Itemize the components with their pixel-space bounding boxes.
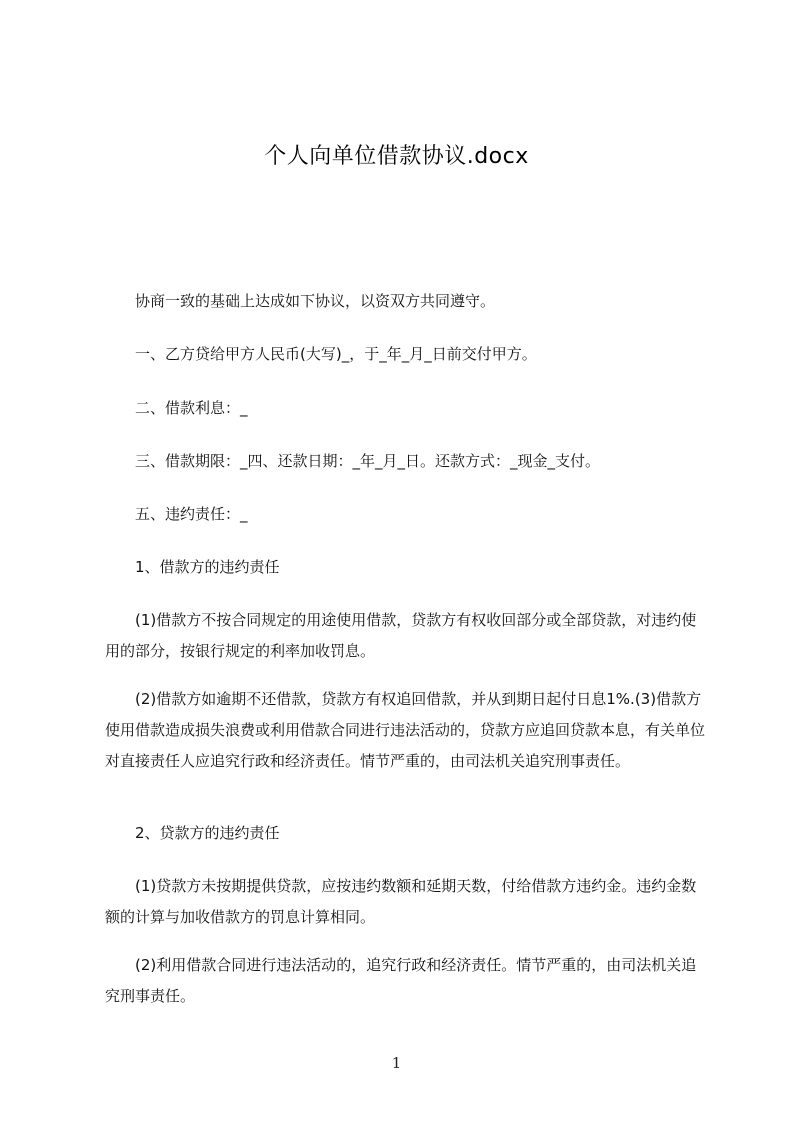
- paragraph-clause-1: 一、乙方贷给甲方人民币(大写)_，于_年_月_日前交付甲方。: [135, 345, 537, 363]
- paragraph-borrower-item-2-3: (2)借款方如逾期不还借款，贷款方有权追回借款，并从到期日起付日息1%.(3)借款方使用借款造成损失浪费或利用借款合同进行违法活动的，贷款方应追回贷款本息，有关单位对直接责任人应追究行政和经济责任。情节严重的，由司法机关追究刑事责任。: [105, 690, 706, 770]
- paragraph-lender-liability-heading: 2、贷款方的违约责任: [135, 824, 280, 842]
- page-number: 1: [391, 1054, 402, 1072]
- paragraph-lender-item-1: (1)贷款方未按期提供贷款，应按违约数额和延期天数，付给借款方违约金。违约金数额的计算与加收借款方的罚息计算相同。: [105, 877, 697, 926]
- paragraph-clause-3-4: 三、借款期限：_四、还款日期：_年_月_日。还款方式：_现金_支付。: [135, 452, 601, 470]
- paragraph-clause-2: 二、借款利息：_: [135, 399, 248, 417]
- paragraph-borrower-item-1: (1)借款方不按合同规定的用途使用借款，贷款方有权收回部分或全部贷款，对违约使用的部分，按银行规定的利率加收罚息。: [105, 611, 697, 660]
- document-title: 个人向单位借款协议.docx: [264, 144, 529, 169]
- paragraph-borrower-liability-heading: 1、借款方的违约责任: [135, 558, 280, 576]
- paragraph-lender-item-2: (2)利用借款合同进行违法活动的，追究行政和经济责任。情节严重的，由司法机关追究刑事责任。: [105, 956, 697, 1005]
- paragraph-intro: 协商一致的基础上达成如下协议，以资双方共同遵守。: [135, 292, 496, 310]
- paragraph-clause-5: 五、违约责任：_: [135, 505, 248, 523]
